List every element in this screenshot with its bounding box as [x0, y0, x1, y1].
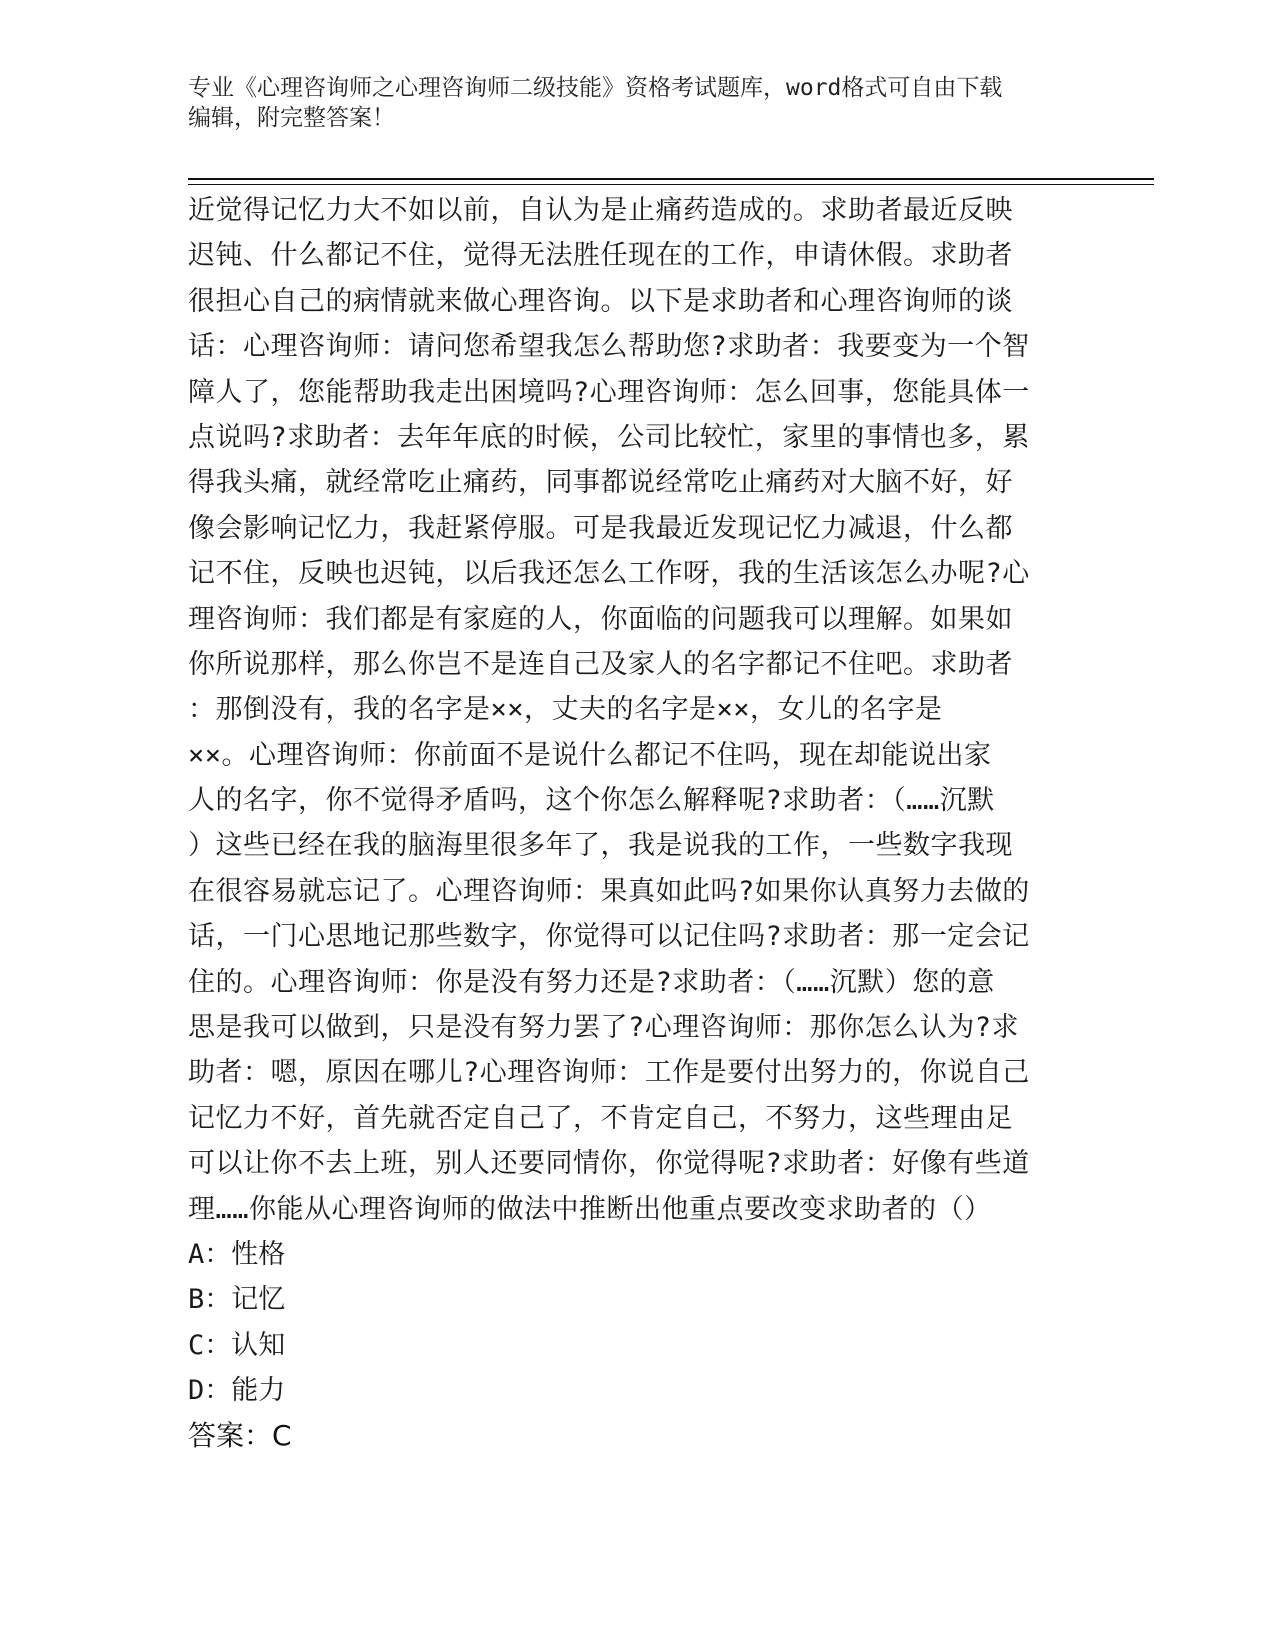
- question-line: 得我头痛，就经常吃止痛药，同事都说经常吃止痛药对大脑不好，好: [188, 467, 1013, 499]
- answer-options: [188, 1232, 1068, 1414]
- header-line-2: 编辑，附完整答案！: [188, 105, 395, 131]
- question-line: 记忆力不好，首先就否定自己了，不肯定自己，不努力，这些理由足: [188, 1102, 1013, 1134]
- question-line: 话，一门心思地记那些数字，你觉得可以记住吗?求助者：那一定会记: [188, 921, 1030, 953]
- question-text: [188, 188, 1068, 1232]
- option-c: C：认知: [188, 1329, 286, 1361]
- question-line: 助者：嗯，原因在哪儿?心理咨询师：工作是要付出努力的，你说自己: [188, 1057, 1030, 1089]
- question-line: 在很容易就忘记了。心理咨询师：果真如此吗?如果你认真努力去做的: [188, 875, 1030, 907]
- option-a: A：性格: [188, 1239, 286, 1270]
- question-line: ：那倒没有，我的名字是××，丈夫的名字是××，女儿的名字是: [188, 694, 943, 726]
- option-b: B：记忆: [188, 1284, 286, 1316]
- question-line: 近觉得记忆力大不如以前，自认为是止痛药造成的。求助者最近反映: [188, 195, 1013, 226]
- question-line: 理咨询师：我们都是有家庭的人，你面临的问题我可以理解。如果如: [188, 603, 1013, 635]
- question-line: 理……你能从心理咨询师的做法中推断出他重点要改变求助者的（）: [188, 1193, 992, 1225]
- header-line-1: 专业《心理咨询师之心理咨询师二级技能》资格考试题库，word格式可自由下载: [188, 75, 1003, 101]
- header-divider-thin: [188, 184, 1154, 185]
- question-line: 障人了，您能帮助我走出困境吗?心理咨询师：怎么回事，您能具体一: [188, 376, 1030, 408]
- question-line: 像会影响记忆力，我赶紧停服。可是我最近发现记忆力减退，什么都: [188, 512, 1013, 544]
- question-line: 话：心理咨询师：请问您希望我怎么帮助您?求助者：我要变为一个智: [188, 331, 1030, 363]
- question-line: 思是我可以做到，只是没有努力罢了?心理咨询师：那你怎么认为?求: [188, 1012, 1020, 1044]
- question-line: 迟钝、什么都记不住，觉得无法胜任现在的工作，申请休假。求助者: [188, 240, 1013, 272]
- question-line: 很担心自己的病情就来做心理咨询。以下是求助者和心理咨询师的谈: [188, 285, 1013, 317]
- question-line: ）这些已经在我的脑海里很多年了，我是说我的工作，一些数字我现: [188, 830, 1013, 862]
- question-line: 点说吗?求助者：去年年底的时候，公司比较忙，家里的事情也多，累: [188, 421, 1030, 453]
- answer-key: 答案：C: [188, 1419, 292, 1452]
- question-line: 人的名字，你不觉得矛盾吗，这个你怎么解释呢?求助者：（……沉默: [188, 785, 995, 817]
- question-line: 住的。心理咨询师：你是没有努力还是?求助者：（……沉默）您的意: [188, 966, 995, 998]
- question-line: 可以让你不去上班，别人还要同情你，你觉得呢?求助者：好像有些道: [188, 1148, 1030, 1180]
- option-d: D：能力: [188, 1375, 286, 1407]
- question-line: 你所说那样，那么你岂不是连自己及家人的名字都记不住吧。求助者: [188, 648, 1013, 680]
- question-line: 记不住，反映也迟钝，以后我还怎么工作呀，我的生活该怎么办呢?心: [188, 558, 1030, 590]
- question-line: ××。心理咨询师：你前面不是说什么都记不住吗，现在却能说出家: [188, 739, 992, 771]
- document-header: [188, 73, 1068, 133]
- header-divider-thick: [188, 178, 1154, 180]
